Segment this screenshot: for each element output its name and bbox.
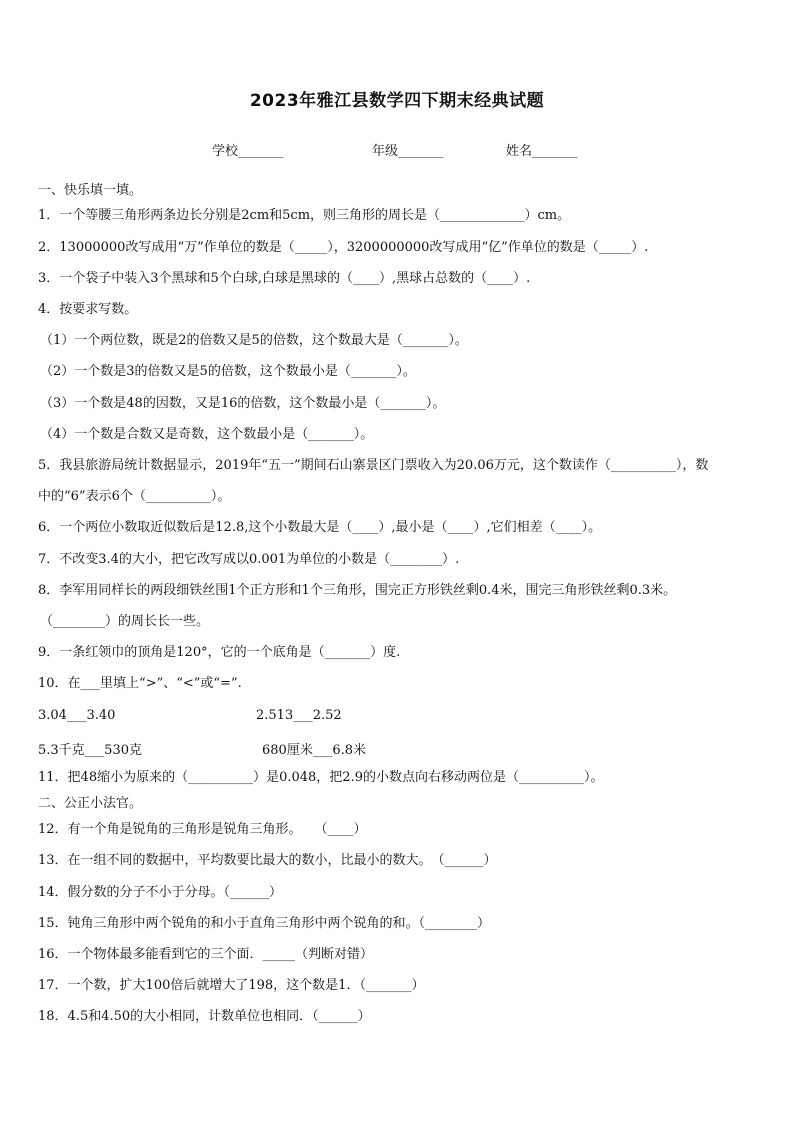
question-3: 3．一个袋子中装入3个黑球和5个白球,白球是黑球的（____）,黑球占总数的（____）. <box>38 271 531 286</box>
compare-item-1: 3.04___3.40 <box>38 708 116 723</box>
question-8-line-1: 8．李军用同样长的两段细铁丝围1个正方形和1个三角形，围完正方形铁丝剩0.4米，围完三角形铁丝剩0.3米。 <box>38 583 677 598</box>
school-field: 学校_______ <box>212 144 284 159</box>
question-12: 12．有一个角是锐角的三角形是锐角三角形。 （____） <box>38 822 367 837</box>
name-field: 姓名_______ <box>506 144 578 159</box>
grade-field: 年级_______ <box>372 144 444 159</box>
question-4-4: （4）一个数是合数又是奇数，这个数最小是（_______）。 <box>40 427 374 442</box>
question-4-2: （2）一个数是3的倍数又是5的倍数，这个数最小是（_______）。 <box>40 364 416 379</box>
question-15: 15．钝角三角形中两个锐角的和小于直角三角形中两个锐角的和。（________） <box>38 916 491 931</box>
question-4: 4．按要求写数。 <box>38 302 138 317</box>
section-heading-2: 二、公正小法官。 <box>38 796 143 811</box>
question-4-3: （3）一个数是48的因数，又是16的倍数，这个数最小是（_______）。 <box>40 396 446 411</box>
question-7: 7．不改变3.4的大小，把它改写成以0.001为单位的小数是（________）. <box>38 552 460 567</box>
question-4-1: （1）一个两位数，既是2的倍数又是5的倍数，这个数最大是（_______）。 <box>40 333 468 348</box>
compare-item-4: 680厘米___6.8米 <box>262 743 366 758</box>
compare-item-2: 2.513___2.52 <box>256 708 342 723</box>
question-5-line-2: 中的“6”表示6个（__________）。 <box>38 489 231 504</box>
question-5-line-1: 5．我县旅游局统计数据显示，2019年“五一”期间石山寨景区门票收入为20.06万元，这个数读作（__________），数 <box>38 458 709 473</box>
question-1: 1．一个等腰三角形两条边长分别是2cm和5cm，则三角形的周长是（_____________）cm。 <box>38 208 571 223</box>
question-14: 14．假分数的分子不小于分母。（______） <box>38 885 283 900</box>
section-heading-1: 一、快乐填一填。 <box>38 183 143 198</box>
question-8-line-2: （________）的周长长一些。 <box>40 614 210 629</box>
question-9: 9．一条红领巾的顶角是120°，它的一个底角是（_______）度. <box>38 645 401 660</box>
question-17: 17．一个数，扩大100倍后就增大了198，这个数是1．（_______） <box>38 978 425 993</box>
question-10: 10．在___里填上“>”、“<”或“=”. <box>38 676 242 691</box>
page-title: 2023年雅江县数学四下期末经典试题 <box>249 91 545 111</box>
question-11: 11．把48缩小为原来的（__________）是0.048，把2.9的小数点向右移动两位是（__________）。 <box>38 770 604 785</box>
question-2: 2．13000000改写成用“万”作单位的数是（_____），3200000000改写成用“亿”作单位的数是（_____）. <box>38 240 649 255</box>
question-18: 18．4.5和4.50的大小相同，计数单位也相同．（______） <box>38 1009 371 1024</box>
question-13: 13．在一组不同的数据中，平均数要比最大的数小，比最小的数大。 （______） <box>38 853 497 868</box>
compare-item-3: 5.3千克___530克 <box>38 743 142 758</box>
question-6: 6．一个两位小数取近似数后是12.8,这个小数最大是（____）,最小是（____）,它们相差（____）。 <box>38 520 602 535</box>
question-16: 16．一个物体最多能看到它的三个面．_____（判断对错） <box>38 947 374 962</box>
